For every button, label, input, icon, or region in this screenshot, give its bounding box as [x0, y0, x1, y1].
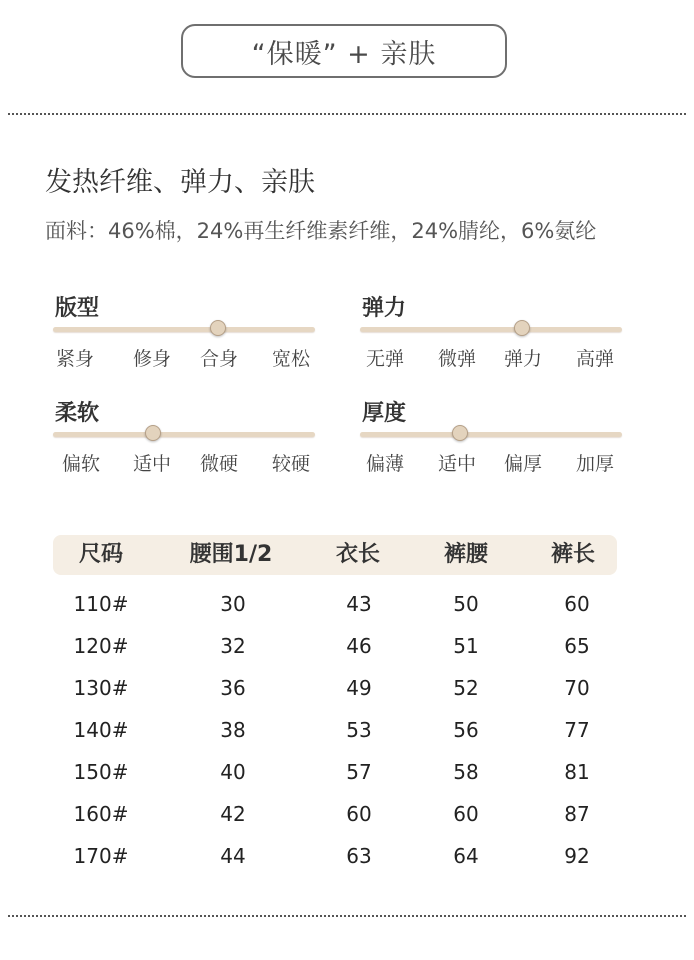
- column-header-pants-length: 裤长: [550, 542, 596, 567]
- pants-waist-cell: 56: [453, 718, 479, 742]
- spec-elasticity-title: 弹力: [362, 296, 407, 321]
- top-length-cell: 60: [346, 802, 372, 826]
- column-header-pants-waist: 裤腰: [443, 542, 489, 567]
- size-table: [53, 535, 617, 877]
- top-length-cell: 43: [346, 592, 372, 616]
- spec-softness-option: 较硬: [271, 453, 311, 475]
- feature-headline: 发热纤维、弹力、亲肤: [45, 167, 315, 198]
- top-length-cell: 49: [346, 676, 372, 700]
- spec-fit-indicator: [210, 320, 226, 336]
- table-row: [53, 793, 617, 835]
- spec-thickness-option: 偏厚: [503, 453, 543, 475]
- size-table-body: [53, 575, 617, 877]
- waist-half-cell: 32: [220, 634, 246, 658]
- top-length-cell: 57: [346, 760, 372, 784]
- size-cell: 110#: [73, 592, 129, 616]
- spec-fit-option: 合身: [199, 348, 239, 370]
- pants-waist-cell: 60: [453, 802, 479, 826]
- waist-half-cell: 30: [220, 592, 246, 616]
- top-length-cell: 53: [346, 718, 372, 742]
- pants-length-cell: 77: [564, 718, 590, 742]
- spec-elasticity-option: 微弹: [437, 348, 477, 370]
- spec-softness-title: 柔软: [55, 401, 100, 426]
- table-row: [53, 667, 617, 709]
- table-row: [53, 751, 617, 793]
- dotted-divider-bottom: [8, 915, 686, 917]
- size-cell: 130#: [73, 676, 129, 700]
- size-cell: 120#: [73, 634, 129, 658]
- waist-half-cell: 40: [220, 760, 246, 784]
- spec-elasticity-track: [360, 327, 622, 332]
- top-length-cell: 46: [346, 634, 372, 658]
- spec-elasticity-indicator: [514, 320, 530, 336]
- pants-waist-cell: 64: [453, 844, 479, 868]
- spec-thickness-option: 加厚: [575, 453, 615, 475]
- fabric-composition: 面料：46%棉，24%再生纤维素纤维，24%腈纶，6%氨纶: [45, 219, 597, 243]
- size-table-header: [53, 535, 617, 575]
- size-cell: 160#: [73, 802, 129, 826]
- pants-length-cell: 92: [564, 844, 590, 868]
- size-cell: 170#: [73, 844, 129, 868]
- table-row: [53, 583, 617, 625]
- pants-length-cell: 70: [564, 676, 590, 700]
- pants-waist-cell: 51: [453, 634, 479, 658]
- top-length-cell: 63: [346, 844, 372, 868]
- pants-length-cell: 65: [564, 634, 590, 658]
- waist-half-cell: 36: [220, 676, 246, 700]
- column-header-size: 尺码: [78, 542, 124, 567]
- pants-length-cell: 87: [564, 802, 590, 826]
- spec-thickness-indicator: [452, 425, 468, 441]
- waist-half-cell: 42: [220, 802, 246, 826]
- section-title: “保暖” + 亲肤: [181, 24, 507, 78]
- spec-thickness-option: 偏薄: [365, 453, 405, 475]
- spec-elasticity-option: 高弹: [575, 348, 615, 370]
- size-cell: 150#: [73, 760, 129, 784]
- spec-fit-option: 修身: [132, 348, 172, 370]
- spec-fit-option: 宽松: [271, 348, 311, 370]
- dotted-divider-top: [8, 113, 686, 115]
- waist-half-cell: 44: [220, 844, 246, 868]
- pants-length-cell: 60: [564, 592, 590, 616]
- table-row: [53, 625, 617, 667]
- spec-elasticity-option: 无弹: [365, 348, 405, 370]
- spec-fit-track: [53, 327, 315, 332]
- spec-thickness-title: 厚度: [362, 401, 407, 426]
- spec-softness-track: [53, 432, 315, 437]
- size-cell: 140#: [73, 718, 129, 742]
- pants-waist-cell: 50: [453, 592, 479, 616]
- spec-softness-option: 偏软: [61, 453, 101, 475]
- table-row: [53, 835, 617, 877]
- column-header-waist-half: 腰围1/2: [189, 542, 273, 567]
- pants-waist-cell: 52: [453, 676, 479, 700]
- pants-waist-cell: 58: [453, 760, 479, 784]
- waist-half-cell: 38: [220, 718, 246, 742]
- spec-softness-option: 适中: [132, 453, 172, 475]
- spec-fit-title: 版型: [55, 296, 100, 321]
- spec-elasticity-option: 弹力: [503, 348, 543, 370]
- table-row: [53, 709, 617, 751]
- spec-softness-option: 微硬: [199, 453, 239, 475]
- spec-thickness-track: [360, 432, 622, 437]
- column-header-top-length: 衣长: [335, 542, 381, 567]
- spec-thickness-option: 适中: [437, 453, 477, 475]
- spec-fit-option: 紧身: [55, 348, 95, 370]
- pants-length-cell: 81: [564, 760, 590, 784]
- spec-softness-indicator: [145, 425, 161, 441]
